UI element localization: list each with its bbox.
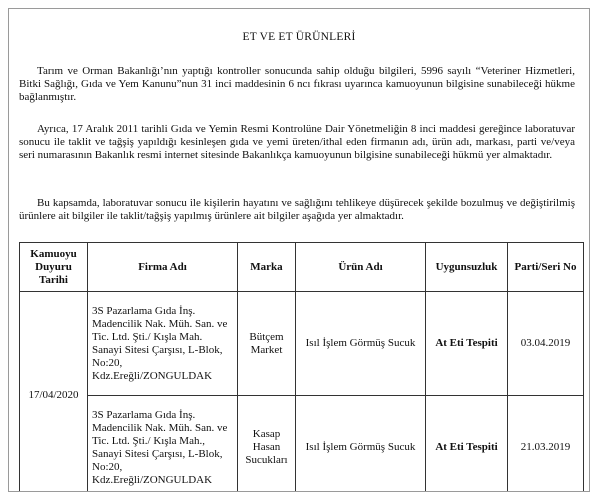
firm-cell: 3S Pazarlama Gıda İnş. Madencilik Nak. Müh. San. ve Tic. Ltd. Şti./ Kışla Mah. Sanayi Sitesi Çarşısı, L-Blok, No:20, Kdz.Ereğli/ZONGULDAK [88,292,238,396]
table-header-row [20,243,584,292]
header-firm-name: Firma Adı [88,243,238,292]
header-nonconformity: Uygunsuzluk [426,243,508,292]
paragraph-legal-basis: Tarım ve Orman Bakanlığı’nın yaptığı kontroller sonucunda sahip olduğu bilgileri, 5996 sayılı “Veteriner Hizmetleri, Bitki Sağlığı, Gıda ve Yem Kanunu”nun 31 inci maddesinin 6 ncı fıkrası uyarınca kamuoyunun bilgisine sunabileceği hükme bağlanmıştır. [19,65,575,103]
header-product-name: Ürün Adı [296,243,426,292]
document-title: ET VE ET ÜRÜNLERİ [242,31,356,43]
document-page [8,8,590,492]
table-row [20,396,584,493]
lot-cell: 03.04.2019 [508,292,584,396]
table-row [20,292,584,396]
announcement-date-cell: 17/04/2020 [20,292,88,493]
brand-cell: Kasap Hasan Sucukları [238,396,296,493]
paragraph-regulation: Ayrıca, 17 Aralık 2011 tarihli Gıda ve Yemin Resmi Kontrolüne Dair Yönetmeliğin 8 inci maddesi gereğince laboratuvar sonucu ile taklit ve tağşiş yapıldığı kesinleşen gıda ve yemi üreten/ithal eden firmanın adı, ürün adı, markası, parti ve/veya seri numarasının Bakanlık resmi internet sitesinde Bakanlıkça kamuoyunun bilgisine sunabileceği hükmü yer almaktadır. [19,123,575,161]
header-announcement-date: Kamuoyu Duyuru Tarihi [20,243,88,292]
nonconformity-cell: At Eti Tespiti [426,292,508,396]
paragraph-scope: Bu kapsamda, laboratuvar sonucu ile kişilerin hayatını ve sağlığını tehlikeye düşürecek şekilde bozulmuş ve değiştirilmiş ürünlere ait bilgiler ile taklit/tağşiş yapılmış ürünlere ait bilgiler aşağıda yer almaktadır. [19,197,575,222]
nonconformity-cell: At Eti Tespiti [426,396,508,493]
product-cell: Isıl İşlem Görmüş Sucuk [296,396,426,493]
brand-cell: Bütçem Market [238,292,296,396]
firm-cell: 3S Pazarlama Gıda İnş. Madencilik Nak. Müh. San. ve Tic. Ltd. Şti./ Kışla Mah., Sanayi Sitesi Çarşısı, L-Blok, No:20, Kdz.Ereğli/ZONGULDAK [88,396,238,493]
products-table [19,242,584,492]
header-lot-number: Parti/Seri No [508,243,584,292]
lot-cell: 21.03.2019 [508,396,584,493]
header-brand: Marka [238,243,296,292]
product-cell: Isıl İşlem Görmüş Sucuk [296,292,426,396]
